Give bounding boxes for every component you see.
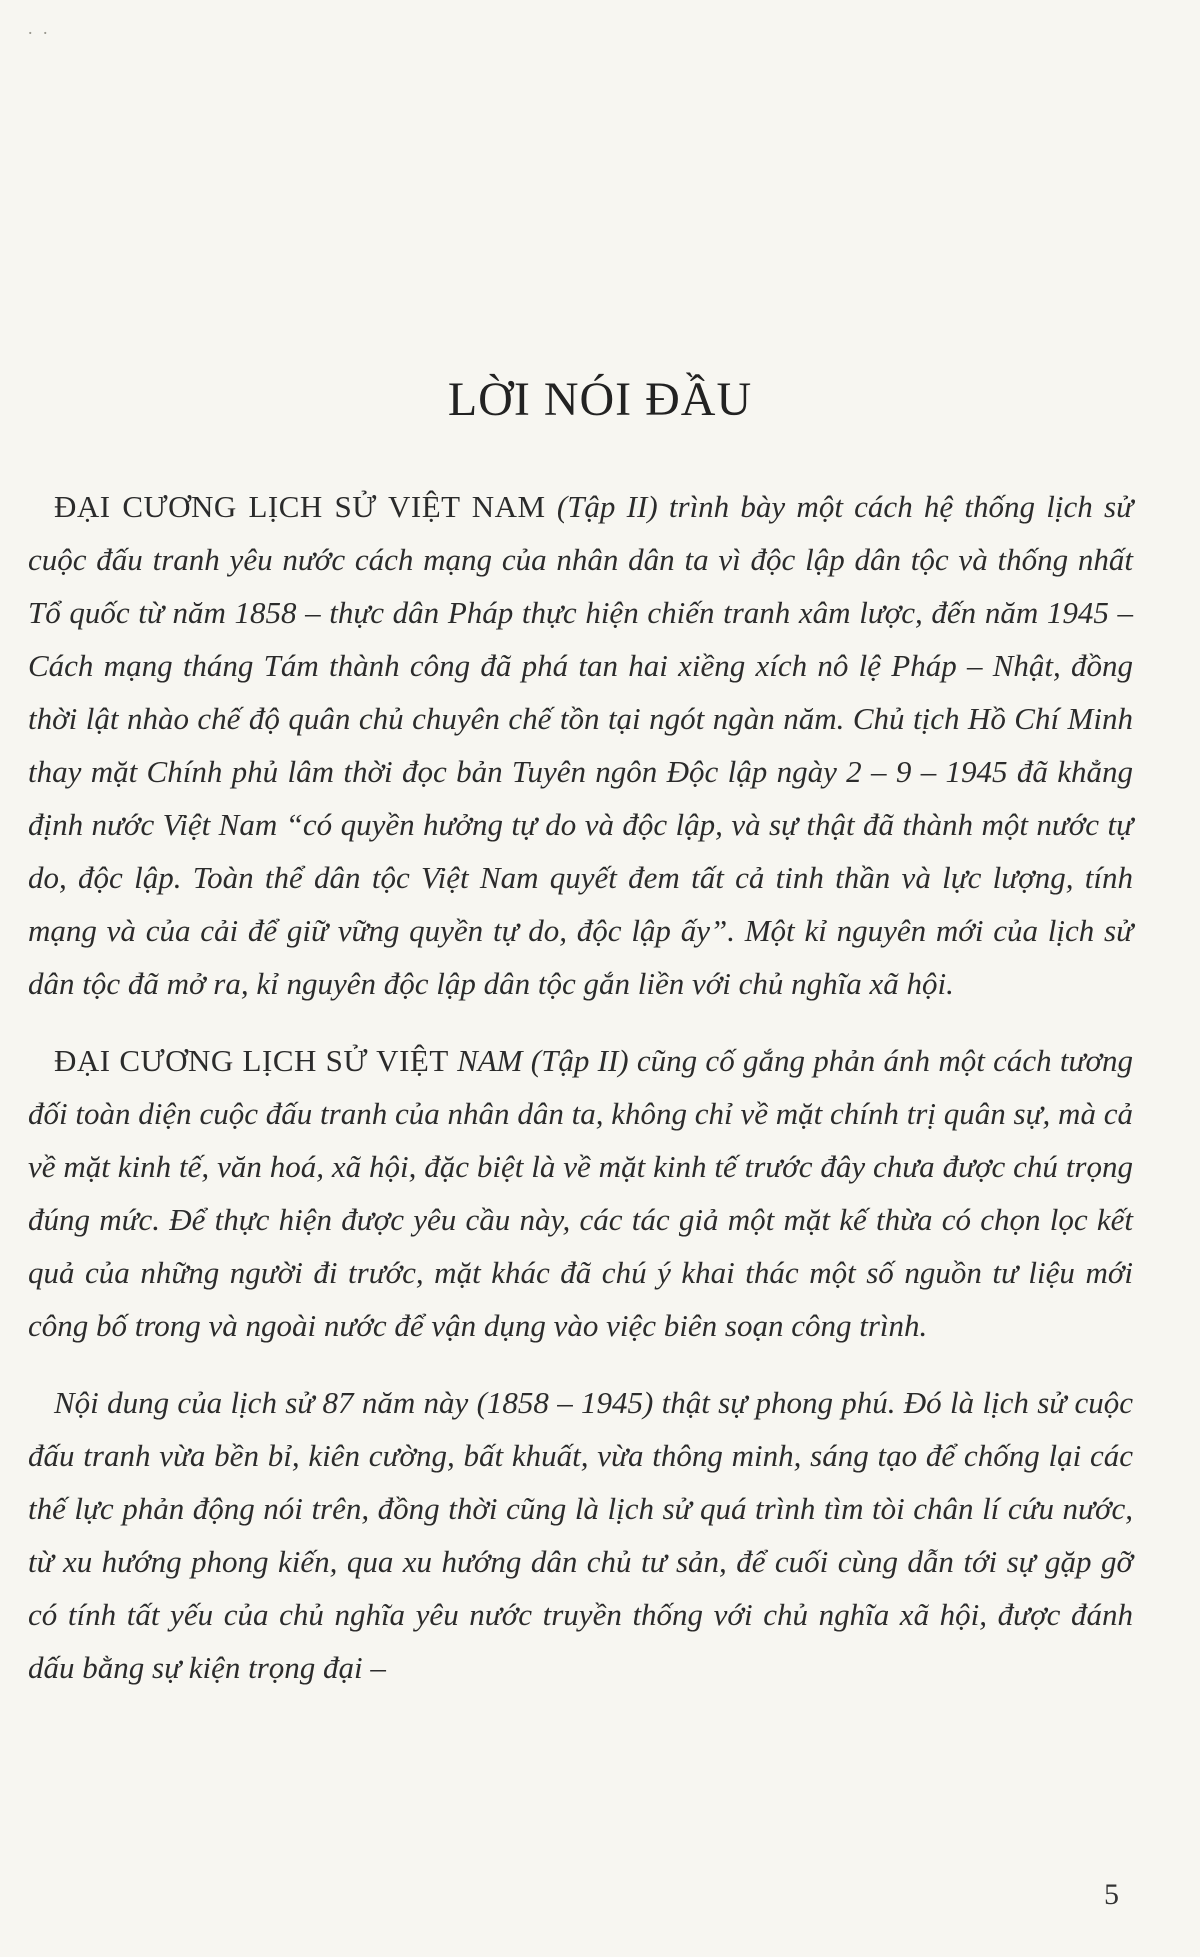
paragraph-3-text: Nội dung của lịch sử 87 năm này (1858 – 1945) thật sự phong phú. Đó là lịch sử cuộc đấu tranh vừa bền bỉ, kiên cường, bất khuất, vừa thông minh, sáng tạo để chống lại các thế lực phản động nói trên, đồng thời cũng là lịch sử quá trình tìm tòi chân lí cứu nước, từ xu hướng phong kiến, qua xu hướng dân chủ tư sản, để cuối cùng dẫn tới sự gặp gỡ có tính tất yếu của chủ nghĩa yêu nước truyền thống với chủ nghĩa xã hội, được đánh dấu bằng sự kiện trọng đại – bbox=[28, 1385, 1133, 1685]
preface-body bbox=[28, 480, 1133, 1718]
page-number: 5 bbox=[1104, 1878, 1119, 1911]
paragraph-1-lead: ĐẠI CƯƠNG LỊCH SỬ VIỆT NAM bbox=[54, 489, 546, 524]
paragraph-3 bbox=[28, 1376, 1133, 1694]
corner-mark: . . bbox=[28, 18, 51, 38]
paragraph-1-text: (Tập II) trình bày một cách hệ thống lịch sử cuộc đấu tranh yêu nước cách mạng của nhân dân ta vì độc lập dân tộc và thống nhất Tổ quốc từ năm 1858 – thực dân Pháp thực hiện chiến tranh xâm lược, đến năm 1945 – Cách mạng tháng Tám thành công đã phá tan hai xiềng xích nô lệ Pháp – Nhật, đồng thời lật nhào chế độ quân chủ chuyên chế tồn tại ngót ngàn năm. Chủ tịch Hồ Chí Minh thay mặt Chính phủ lâm thời đọc bản Tuyên ngôn Độc lập ngày 2 – 9 – 1945 đã khẳng định nước Việt Nam “có quyền hưởng tự do và độc lập, và sự thật đã thành một nước tự do, độc lập. Toàn thể dân tộc Việt Nam quyết đem tất cả tinh thần và lực lượng, tính mạng và của cải để giữ vững quyền tự do, độc lập ấy”. Một kỉ nguyên mới của lịch sử dân tộc đã mở ra, kỉ nguyên độc lập dân tộc gắn liền với chủ nghĩa xã hội. bbox=[28, 489, 1133, 1001]
paragraph-1 bbox=[28, 480, 1133, 1010]
paragraph-2 bbox=[28, 1034, 1133, 1352]
paragraph-2-text: NAM (Tập II) cũng cố gắng phản ánh một cách tương đối toàn diện cuộc đấu tranh của nhân dân ta, không chỉ về mặt chính trị quân sự, mà cả về mặt kinh tế, văn hoá, xã hội, đặc biệt là về mặt kinh tế trước đây chưa được chú trọng đúng mức. Để thực hiện được yêu cầu này, các tác giả một mặt kế thừa có chọn lọc kết quả của những người đi trước, mặt khác đã chú ý khai thác một số nguồn tư liệu mới công bố trong và ngoài nước để vận dụng vào việc biên soạn công trình. bbox=[28, 1043, 1133, 1343]
paragraph-2-lead: ĐẠI CƯƠNG LỊCH SỬ VIỆT bbox=[54, 1043, 449, 1078]
page-title: LỜI NÓI ĐẦU bbox=[447, 373, 753, 427]
